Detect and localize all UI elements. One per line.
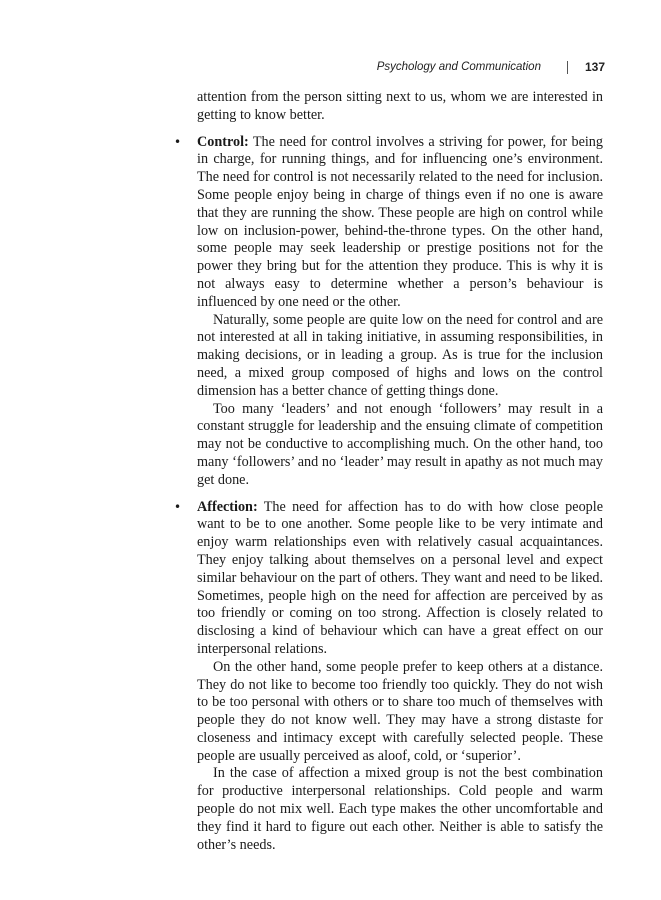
affection-term: Affection:	[197, 498, 258, 515]
control-text: The need for control involves a striving for power, for being in charge, for running things, and for influencing one’s environment. The need for control is not necessarily related to the need for inclusion. Some people enjoy being in charge of things even if no one is aware that they are running the show. These people are high on control while low on inclusion-power, behind-the-throne types. On the other hand, some people may seek leadership or prestige positions not for the power they bring but for the attention they produce. This is why it is not always easy to determine whether a person’s behaviour is influenced by one need or the other.	[197, 133, 603, 310]
control-paragraph-3: Too many ‘leaders’ and not enough ‘followers’ may result in a constant struggle for leadership and the ensuing climate of competition may not be conductive to accomplishing much. On the other hand, too many ‘followers’ and no ‘leader’ may result in apathy as not much may get done.	[197, 400, 603, 488]
bullet-marker-icon: •	[174, 134, 182, 149]
bullet-affection	[174, 498, 603, 855]
running-title: Psychology and Communication	[376, 61, 541, 73]
affection-paragraph	[197, 499, 603, 659]
control-paragraph	[197, 134, 603, 312]
bullet-marker-icon: •	[174, 499, 182, 514]
control-term: Control:	[197, 133, 249, 150]
bullet-control	[174, 133, 603, 490]
affection-paragraph-3: In the case of affection a mixed group is not the best combination for productive interpersonal relationships. Cold people and warm people do not mix well. Each type makes the other uncomfortable and they find it hard to figure out each other. Neither is able to satisfy the other’s needs.	[197, 765, 603, 853]
running-header	[377, 58, 605, 76]
page-body	[174, 89, 603, 854]
affection-text: The need for affection has to do with how close people want to be to one another. Some people like to be very intimate and enjoy warm relationships even with relatively casual acquaintances. They enjoy talking about themselves on a personal level and expect similar behaviour on the part of others. They want and need to be liked. Sometimes, people high on the need for affection are perceived by as too friendly or coming on too strong. Affection is closely related to disclosing a kind of behaviour which can have a great effect on our interpersonal relations.	[197, 498, 603, 657]
affection-paragraph-2: On the other hand, some people prefer to keep others at a distance. They do not like to become too friendly too quickly. They do not wish to be too personal with others or to share too much of themselves with people they do not know well. They may have a strong distaste for closeness and intimacy except with carefully selected people. These people are usually perceived as aloof, cold, or ‘superior’.	[197, 658, 603, 764]
control-paragraph-2: Naturally, some people are quite low on the need for control and are not interested at all in taking initiative, in assuming responsibilities, in making decisions, or in leading a group. As is true for the inclusion need, a mixed group composed of highs and lows on the control dimension has a better chance of getting things done.	[197, 311, 603, 399]
page-number: 137	[584, 60, 605, 74]
continuation-paragraph: attention from the person sitting next to us, whom we are interested in getting to know better.	[197, 89, 603, 123]
header-divider	[567, 61, 568, 74]
